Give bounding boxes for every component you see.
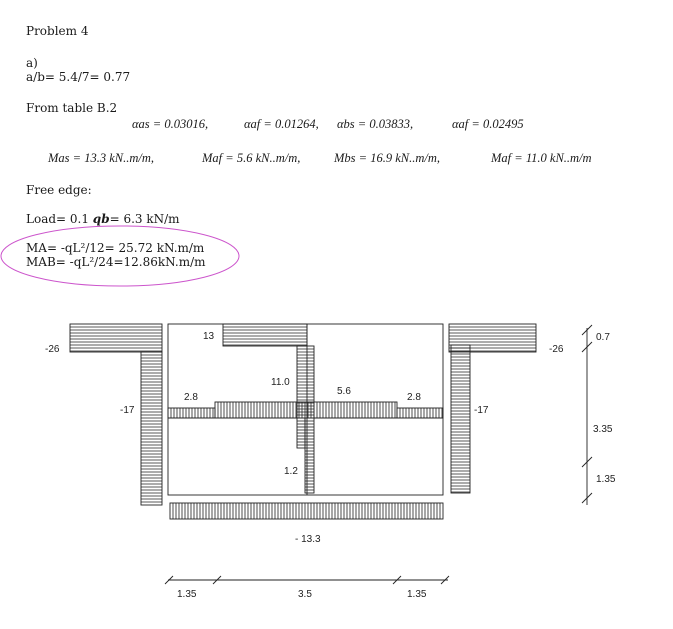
moment-af-1: Maf = 5.6 kN..m/m, (202, 151, 301, 165)
problem-title: Problem 4 (26, 24, 89, 38)
coefficient-af-1: αaf = 0.01264, (244, 117, 319, 131)
label-right-mid: -17 (474, 405, 489, 416)
hatch-left-vertical (141, 352, 162, 505)
moment-a-line: MA= -qL²/12= 25.72 kN.m/m (26, 241, 205, 255)
part-label: a) (26, 56, 38, 70)
load-suffix: = 6.3 kN/m (109, 212, 180, 226)
label-dimension-3-5: 3.5 (298, 589, 312, 600)
label-left-mid: -17 (120, 405, 135, 416)
label-dimension-1-35-left: 1.35 (177, 589, 197, 600)
hatch-bottom (170, 503, 443, 519)
highlight-ellipse (1, 226, 239, 286)
label-dimension-3-35: 3.35 (593, 424, 613, 435)
coefficient-bs: αbs = 0.03833, (337, 117, 414, 131)
coefficient-as: αas = 0.03016, (132, 117, 209, 131)
label-bottom-13-3: - 13.3 (295, 534, 321, 545)
label-center-5-6: 5.6 (337, 386, 351, 397)
hatch-center-lower (305, 418, 314, 493)
load-prefix: Load= 0.1 (26, 212, 93, 226)
label-dimension-0-7: 0.7 (596, 332, 610, 343)
moment-ab-line: MAB= -qL²/24=12.86kN.m/m (26, 255, 206, 269)
label-left-2-8: 2.8 (184, 392, 198, 403)
free-edge-label: Free edge: (26, 183, 92, 197)
hatch-mid-left (168, 408, 215, 418)
table-reference: From table B.2 (26, 101, 118, 115)
label-right-top: -26 (549, 344, 564, 355)
moment-as: Mas = 13.3 kN..m/m, (48, 151, 154, 165)
label-top-center: 13 (203, 331, 215, 342)
ratio-line: a/b= 5.4/7= 0.77 (26, 70, 131, 84)
moment-af-2: Maf = 11.0 kN..m/m (491, 151, 592, 165)
hatch-lines (70, 327, 536, 519)
label-right-2-8: 2.8 (407, 392, 421, 403)
label-dimension-1-35-right: 1.35 (407, 589, 427, 600)
moment-bs: Mbs = 16.9 kN..m/m, (334, 151, 440, 165)
label-left-top: -26 (45, 344, 60, 355)
load-symbol: qb (92, 212, 110, 226)
label-dimension-1-35-vertical: 1.35 (596, 474, 616, 485)
label-bottom-1-2: 1.2 (284, 466, 298, 477)
coefficient-af-2: αaf = 0.02495 (452, 117, 524, 131)
label-center-11: 11.0 (271, 377, 290, 388)
